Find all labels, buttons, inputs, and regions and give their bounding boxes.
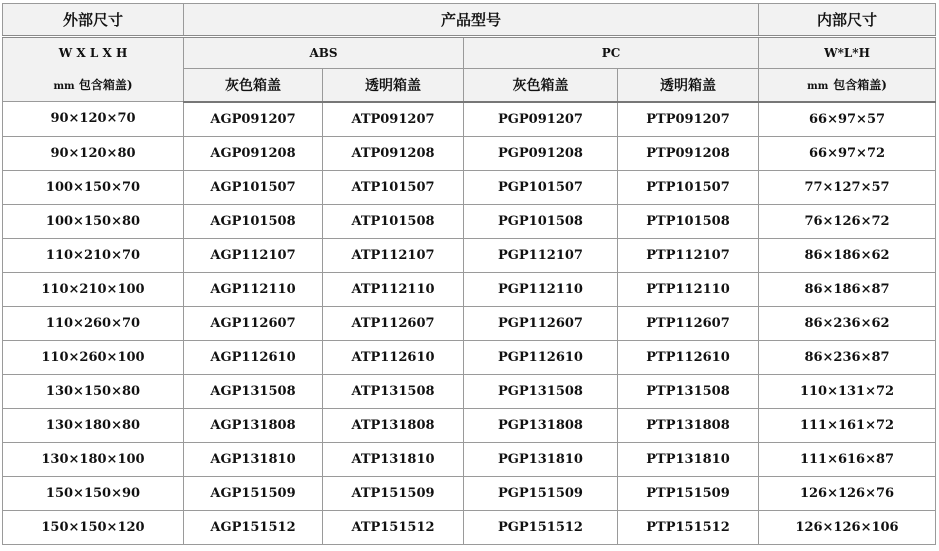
pc-gray-cell: PGP112107 <box>464 238 618 272</box>
inner-unit-note: 包含箱盖) <box>833 78 887 93</box>
pc-gray-cell: PGP112607 <box>464 306 618 340</box>
outer-size-cell: 150×150×120 <box>3 510 184 544</box>
pc-clear-cell: PTP101507 <box>618 170 759 204</box>
table-row <box>3 408 936 442</box>
pc-clear-cell: PTP091207 <box>618 102 759 137</box>
inner-size-cell: 66×97×57 <box>759 102 936 137</box>
table-row <box>3 170 936 204</box>
abs-gray-cell: AGP112607 <box>184 306 323 340</box>
outer-unit-line <box>3 76 183 96</box>
header-abs-clear: 透明箱盖 <box>323 69 464 102</box>
outer-size-cell: 130×150×80 <box>3 374 184 408</box>
abs-gray-cell: AGP101507 <box>184 170 323 204</box>
abs-gray-cell: AGP091207 <box>184 102 323 137</box>
pc-clear-cell: PTP112110 <box>618 272 759 306</box>
pc-gray-cell: PGP112110 <box>464 272 618 306</box>
outer-size-cell: 110×210×70 <box>3 238 184 272</box>
inner-size-cell: 110×131×72 <box>759 374 936 408</box>
table-body <box>3 102 936 545</box>
abs-clear-cell: ATP091208 <box>323 136 464 170</box>
pc-gray-cell: PGP151509 <box>464 476 618 510</box>
pc-gray-cell: PGP151512 <box>464 510 618 544</box>
product-spec-table <box>2 3 936 545</box>
pc-clear-cell: PTP112610 <box>618 340 759 374</box>
pc-gray-cell: PGP101508 <box>464 204 618 238</box>
table-row <box>3 136 936 170</box>
outer-unit-note: 包含箱盖) <box>78 77 133 92</box>
pc-gray-cell: PGP091207 <box>464 102 618 137</box>
outer-size-cell: 110×260×100 <box>3 340 184 374</box>
pc-clear-cell: PTP112607 <box>618 306 759 340</box>
table-row <box>3 204 936 238</box>
outer-size-cell: 110×210×100 <box>3 272 184 306</box>
pc-clear-cell: PTP151512 <box>618 510 759 544</box>
outer-size-cell: 90×120×70 <box>3 102 184 137</box>
abs-clear-cell: ATP151509 <box>323 476 464 510</box>
inner-size-cell: 86×236×87 <box>759 340 936 374</box>
table-row <box>3 510 936 544</box>
inner-size-cell: 126×126×106 <box>759 510 936 544</box>
abs-gray-cell: AGP131810 <box>184 442 323 476</box>
abs-clear-cell: ATP151512 <box>323 510 464 544</box>
pc-clear-cell: PTP151509 <box>618 476 759 510</box>
header-outer-size: 外部尺寸 <box>3 4 184 37</box>
header-pc-clear: 透明箱盖 <box>618 69 759 102</box>
table-row <box>3 102 936 137</box>
abs-clear-cell: ATP112610 <box>323 340 464 374</box>
outer-dims-label: W X L X H <box>58 45 128 60</box>
header-inner-size: 内部尺寸 <box>759 4 936 37</box>
inner-size-cell: 111×161×72 <box>759 408 936 442</box>
pc-gray-cell: PGP112610 <box>464 340 618 374</box>
header-pc-gray: 灰色箱盖 <box>464 69 618 102</box>
abs-gray-cell: AGP112610 <box>184 340 323 374</box>
table-header <box>3 4 936 102</box>
header-abs-gray: 灰色箱盖 <box>184 69 323 102</box>
header-inner-unit <box>759 69 936 102</box>
pc-clear-cell: PTP112107 <box>618 238 759 272</box>
table-row <box>3 340 936 374</box>
pc-clear-cell: PTP101508 <box>618 204 759 238</box>
table-row <box>3 306 936 340</box>
abs-gray-cell: AGP101508 <box>184 204 323 238</box>
outer-unit-mm: mm <box>53 80 75 92</box>
abs-clear-cell: ATP101508 <box>323 204 464 238</box>
pc-gray-cell: PGP131508 <box>464 374 618 408</box>
outer-size-cell: 90×120×80 <box>3 136 184 170</box>
abs-gray-cell: AGP151509 <box>184 476 323 510</box>
abs-clear-cell: ATP112607 <box>323 306 464 340</box>
outer-size-cell: 130×180×100 <box>3 442 184 476</box>
inner-size-cell: 86×236×62 <box>759 306 936 340</box>
abs-clear-cell: ATP091207 <box>323 102 464 137</box>
inner-size-cell: 76×126×72 <box>759 204 936 238</box>
outer-size-cell: 130×180×80 <box>3 408 184 442</box>
inner-size-cell: 126×126×76 <box>759 476 936 510</box>
abs-clear-cell: ATP131508 <box>323 374 464 408</box>
pc-gray-cell: PGP091208 <box>464 136 618 170</box>
pc-gray-cell: PGP101507 <box>464 170 618 204</box>
abs-clear-cell: ATP131810 <box>323 442 464 476</box>
abs-gray-cell: AGP112107 <box>184 238 323 272</box>
inner-size-cell: 77×127×57 <box>759 170 936 204</box>
abs-clear-cell: ATP131808 <box>323 408 464 442</box>
outer-size-cell: 110×260×70 <box>3 306 184 340</box>
inner-unit-mm: mm <box>807 81 829 93</box>
header-row-1 <box>3 4 936 37</box>
outer-size-cell: 100×150×70 <box>3 170 184 204</box>
header-row-2 <box>3 37 936 69</box>
abs-gray-cell: AGP112110 <box>184 272 323 306</box>
pc-clear-cell: PTP131808 <box>618 408 759 442</box>
abs-clear-cell: ATP112110 <box>323 272 464 306</box>
table-row <box>3 442 936 476</box>
inner-size-cell: 86×186×62 <box>759 238 936 272</box>
outer-size-cell: 150×150×90 <box>3 476 184 510</box>
header-product-model: 产品型号 <box>184 4 759 37</box>
inner-size-cell: 111×616×87 <box>759 442 936 476</box>
abs-gray-cell: AGP091208 <box>184 136 323 170</box>
abs-clear-cell: ATP112107 <box>323 238 464 272</box>
abs-gray-cell: AGP151512 <box>184 510 323 544</box>
pc-gray-cell: PGP131808 <box>464 408 618 442</box>
pc-clear-cell: PTP091208 <box>618 136 759 170</box>
pc-clear-cell: PTP131508 <box>618 374 759 408</box>
header-abs: ABS <box>184 37 464 69</box>
table-row <box>3 476 936 510</box>
header-inner-dims: W*L*H <box>759 37 936 69</box>
pc-gray-cell: PGP131810 <box>464 442 618 476</box>
inner-size-cell: 86×186×87 <box>759 272 936 306</box>
abs-clear-cell: ATP101507 <box>323 170 464 204</box>
inner-size-cell: 66×97×72 <box>759 136 936 170</box>
table-row <box>3 374 936 408</box>
table-row <box>3 238 936 272</box>
pc-clear-cell: PTP131810 <box>618 442 759 476</box>
table-row <box>3 272 936 306</box>
header-outer-dims <box>3 37 184 102</box>
abs-gray-cell: AGP131508 <box>184 374 323 408</box>
outer-size-cell: 100×150×80 <box>3 204 184 238</box>
abs-gray-cell: AGP131808 <box>184 408 323 442</box>
header-pc: PC <box>464 37 759 69</box>
